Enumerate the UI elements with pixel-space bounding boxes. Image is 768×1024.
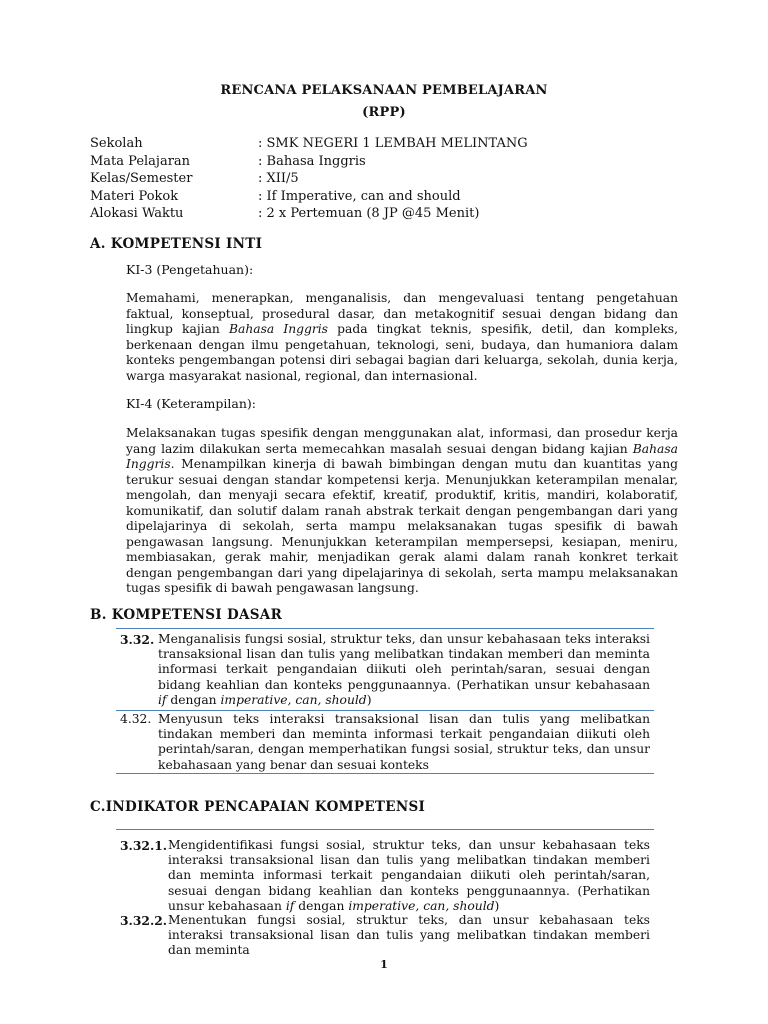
identity-label: Kelas/Semester xyxy=(90,171,193,186)
document-subtitle: (RPP) xyxy=(362,105,406,120)
section-a-heading: A. KOMPETENSI INTI xyxy=(90,236,263,252)
section-b-heading: B. KOMPETENSI DASAR xyxy=(90,607,283,623)
kd-text: Menyusun teks interaksi transaksional lisan dan tulis yang melibatkan tindakan memberi dan meminta informasi terkait pengandaian diikuti oleh perintah/saran, dengan memperhatikan fungsi sosial, struktur teks, dan unsur kebahasaan yang benar dan sesuai konteks xyxy=(158,712,650,772)
identity-value: : 2 x Pertemuan (8 JP @45 Menit) xyxy=(258,206,480,221)
kd-number: 3.32. xyxy=(120,632,155,647)
identity-value: : Bahasa Inggris xyxy=(258,154,366,169)
kd-number: 4.32. xyxy=(120,712,152,726)
indicator-text-italic: imperative, can, should xyxy=(348,898,495,913)
ki3-italic-text: Bahasa Inggris xyxy=(228,322,328,336)
indicator-number: 3.32.1. xyxy=(120,838,168,853)
indicator-text xyxy=(168,838,650,914)
page-number: 1 xyxy=(380,958,388,971)
kd-text-part: Menganalisis fungsi sosial, struktur teks, dan unsur kebahasaan teks interaksi transaksional lisan dan tulis yang melibatkan tindakan memberi dan meminta informasi terkait pengandaian diikuti oleh perintah/saran, sesuai dengan bidang keahlian dan konteks penggunaannya. (Perhatikan unsur kebahasaan xyxy=(158,632,650,692)
document-title: RENCANA PELAKSANAAN PEMBELAJARAN xyxy=(220,83,548,98)
table-bottom-rule xyxy=(116,773,654,774)
indicator-text: Menentukan fungsi sosial, struktur teks, dan unsur kebahasaan teks interaksi transaksional lisan dan tulis yang melibatkan tindakan memberi dan meminta xyxy=(168,913,650,958)
ki4-text-cont: . Menampilkan kinerja di bawah bimbingan dengan mutu dan kuantitas yang terukur sesuai dengan standar kompetensi kerja. Menunjukkan keterampilan menalar, mengolah, dan menyaji secara efektif, kreatif, produktif, kritis, mandiri, kolaboratif, komunikatif, dan solutif dalam ranah abstrak terkait dengan pengembangan dari yang dipelajarinya di sekolah, serta mampu melaksanakan tugas spesifik di bawah pengawasan langsung. Menunjukkan keterampilan mempersepsi, kesiapan, meniru, membiasakan, gerak mahir, menjadikan gerak alami dalam ranah konkret terkait dengan pengembangan dari yang dipelajarinya di sekolah, serta mampu melaksanakan tugas spesifik di bawah pengawasan langsung. xyxy=(126,457,678,595)
indicator-text-italic: if xyxy=(285,898,295,913)
identity-value: : If Imperative, can and should xyxy=(258,189,461,204)
ki4-italic-text: Bahasa Inggris xyxy=(126,441,678,471)
ki4-text: Melaksanakan tugas spesifik dengan menggunakan alat, informasi, dan prosedur kerja yang lazim dilakukan serta memecahkan masalah sesuai dengan bidang kajian xyxy=(126,426,678,456)
kd-text-italic: imperative, can, should xyxy=(220,692,367,707)
table-top-rule xyxy=(116,829,654,830)
identity-value: : SMK NEGERI 1 LEMBAH MELINTANG xyxy=(258,136,528,151)
indicator-text-part: Mengidentifikasi fungsi sosial, struktur teks, dan unsur kebahasaan teks interaksi transaksional lisan dan tulis yang melibatkan tindakan memberi dan meminta informasi terkait pengandaian diikuti oleh perintah/saran, sesuai dengan bidang keahlian dan konteks penggunaannya. (Perhatikan unsur kebahasaan xyxy=(168,838,650,913)
ki4-paragraph xyxy=(126,426,678,597)
identity-label: Materi Pokok xyxy=(90,189,179,204)
kd-text-italic: if xyxy=(158,692,167,707)
identity-label: Mata Pelajaran xyxy=(90,154,191,169)
ki3-paragraph xyxy=(126,291,678,384)
indicator-number: 3.32.2. xyxy=(120,913,168,928)
identity-label: Sekolah xyxy=(90,136,143,151)
kd-text xyxy=(158,632,650,708)
ki3-text: Memahami, menerapkan, menganalisis, dan mengevaluasi tentang pengetahuan faktual, konseptual, prosedural dasar, dan metakognitif sesuai dengan bidang dan lingkup kajian xyxy=(126,291,678,336)
identity-label: Alokasi Waktu xyxy=(90,206,184,221)
section-c-heading: C.INDIKATOR PENCAPAIAN KOMPETENSI xyxy=(90,799,426,815)
indicator-text-part: dengan xyxy=(294,898,349,913)
ki4-label: KI-4 (Keterampilan): xyxy=(126,396,256,411)
kd-text-part: dengan xyxy=(166,692,221,707)
ki3-text-cont: pada tingkat teknis, spesifik, detil, dan kompleks, berkenaan dengan ilmu pengetahuan, teknologi, seni, budaya, dan humaniora dalam konteks pengembangan potensi diri sebagai bagian dari keluarga, sekolah, dunia kerja, warga masyarakat nasional, regional, dan internasional. xyxy=(126,322,679,383)
table-top-rule xyxy=(116,628,654,629)
identity-value: : XII/5 xyxy=(258,171,299,186)
ki3-label: KI-3 (Pengetahuan): xyxy=(126,262,254,277)
kd-text-part: ) xyxy=(366,692,372,707)
table-row-rule xyxy=(116,710,654,711)
indicator-text-part: ) xyxy=(494,898,500,913)
